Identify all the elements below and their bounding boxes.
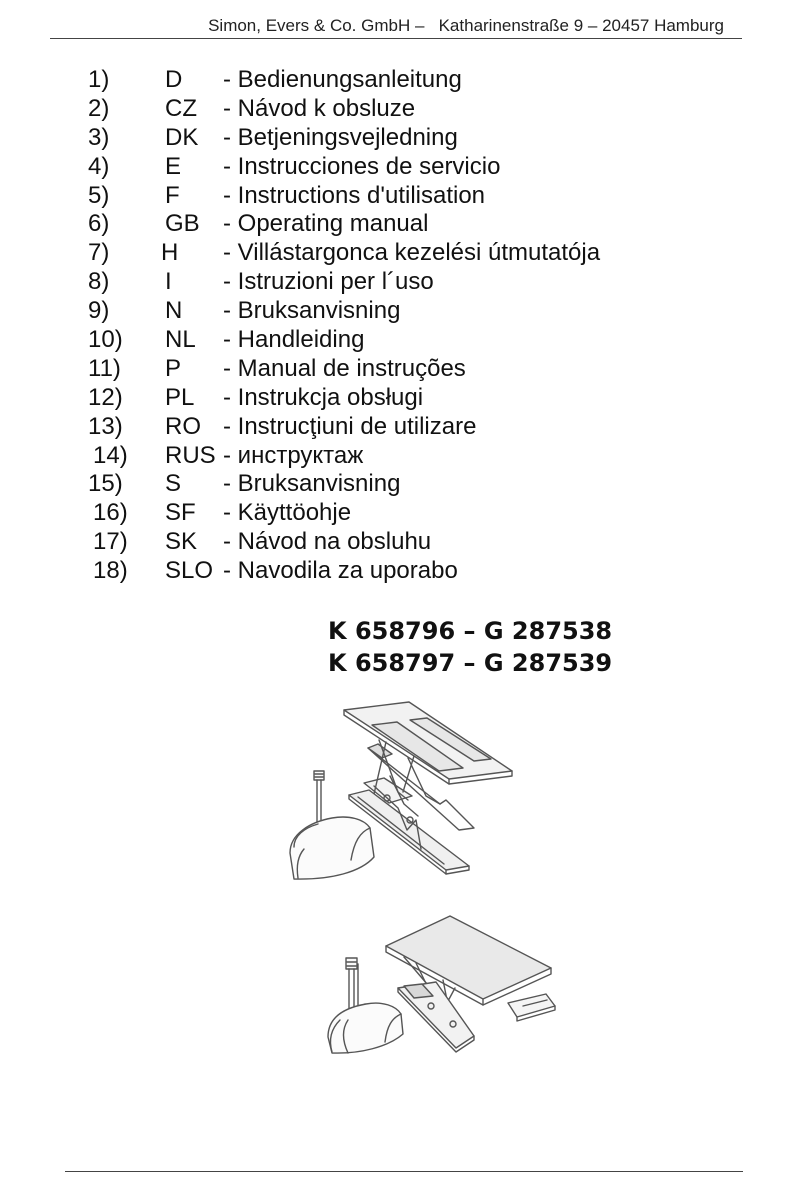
language-number: 3) (88, 123, 110, 151)
language-row (0, 499, 808, 528)
language-number: 4) (88, 152, 110, 180)
language-code: E (165, 152, 182, 180)
language-code: P (165, 354, 182, 382)
language-row (0, 528, 808, 557)
language-code: SLO (165, 557, 214, 585)
language-number: 1) (88, 66, 110, 93)
language-row (0, 268, 808, 297)
language-number: 17) (93, 528, 128, 556)
manual-title: - Instructions d'utilisation (223, 181, 486, 209)
fork-lift-table-illustration (286, 700, 536, 890)
language-code: F (165, 181, 180, 209)
language-number: 2) (88, 94, 110, 122)
language-number: 16) (93, 499, 128, 527)
language-number: 11) (88, 354, 121, 382)
language-number: 18) (93, 557, 128, 585)
manual-title: - Návod na obsluhu (223, 528, 432, 556)
language-row (0, 66, 808, 95)
language-number: 7) (88, 239, 110, 267)
language-row (0, 95, 808, 124)
language-code: GB (165, 210, 200, 238)
language-code: DK (165, 123, 199, 151)
language-row (0, 557, 808, 586)
language-number: 12) (88, 383, 123, 411)
language-row (0, 297, 808, 326)
language-code: S (165, 470, 182, 498)
manual-title: - Manual de instruções (223, 354, 466, 382)
manual-title: - Istruzioni per l´uso (223, 268, 434, 296)
model-number-line: K 658796 – G 287538 (328, 617, 613, 645)
language-list (0, 66, 808, 586)
manual-title: - Bedienungsanleitung (223, 66, 462, 93)
language-code: RO (165, 412, 201, 440)
manual-title: - Handleiding (223, 326, 365, 354)
manual-title: - Operating manual (223, 210, 429, 238)
manual-title: - Betjeningsvejledning (223, 123, 458, 151)
manual-title: - Instrukcja obsługi (223, 383, 424, 411)
manual-title: - Villástargonca kezelési útmutatója (223, 239, 601, 267)
language-code: SK (165, 528, 198, 556)
language-row (0, 239, 808, 268)
lift-table-with-plate-illustration (318, 908, 576, 1068)
language-row (0, 413, 808, 442)
footer-rule (65, 1171, 743, 1172)
manual-title: - Käyttöohje (223, 499, 352, 527)
language-code: H (161, 239, 179, 267)
language-number: 15) (88, 470, 123, 498)
language-number: 6) (88, 210, 110, 238)
language-code: I (165, 268, 172, 296)
language-number: 14) (93, 441, 128, 469)
manual-title: - Navodila za uporabo (223, 557, 458, 585)
language-number: 10) (88, 326, 123, 354)
model-numbers (328, 615, 612, 679)
language-number: 5) (88, 181, 110, 209)
company-address: Katharinenstraße 9 – 20457 Hamburg (438, 16, 724, 35)
language-row (0, 442, 808, 471)
manual-title: - Bruksanvisning (223, 470, 401, 498)
language-row (0, 210, 808, 239)
language-number: 9) (88, 297, 110, 325)
language-code: D (165, 66, 183, 93)
company-name: Simon, Evers & Co. GmbH – (208, 16, 425, 35)
language-code: NL (165, 326, 196, 354)
manual-title: - Instrucciones de servicio (223, 152, 501, 180)
language-row (0, 470, 808, 499)
document-header (50, 14, 742, 39)
language-row (0, 153, 808, 182)
manual-title: - Návod k obsluze (223, 94, 416, 122)
language-row (0, 182, 808, 211)
model-number-line: K 658797 – G 287539 (328, 649, 613, 677)
language-code: CZ (165, 94, 197, 122)
header-text (208, 16, 724, 36)
manual-title: - Bruksanvisning (223, 297, 401, 325)
language-code: SF (165, 499, 196, 527)
language-number: 13) (88, 412, 123, 440)
manual-title: - инструктаж (223, 441, 364, 469)
language-code: RUS (165, 441, 216, 469)
language-code: N (165, 297, 183, 325)
language-row (0, 384, 808, 413)
manual-title: - Instrucţiuni de utilizare (223, 412, 477, 440)
language-number: 8) (88, 268, 110, 296)
language-row (0, 355, 808, 384)
language-row (0, 326, 808, 355)
language-row (0, 124, 808, 153)
language-code: PL (165, 383, 195, 411)
